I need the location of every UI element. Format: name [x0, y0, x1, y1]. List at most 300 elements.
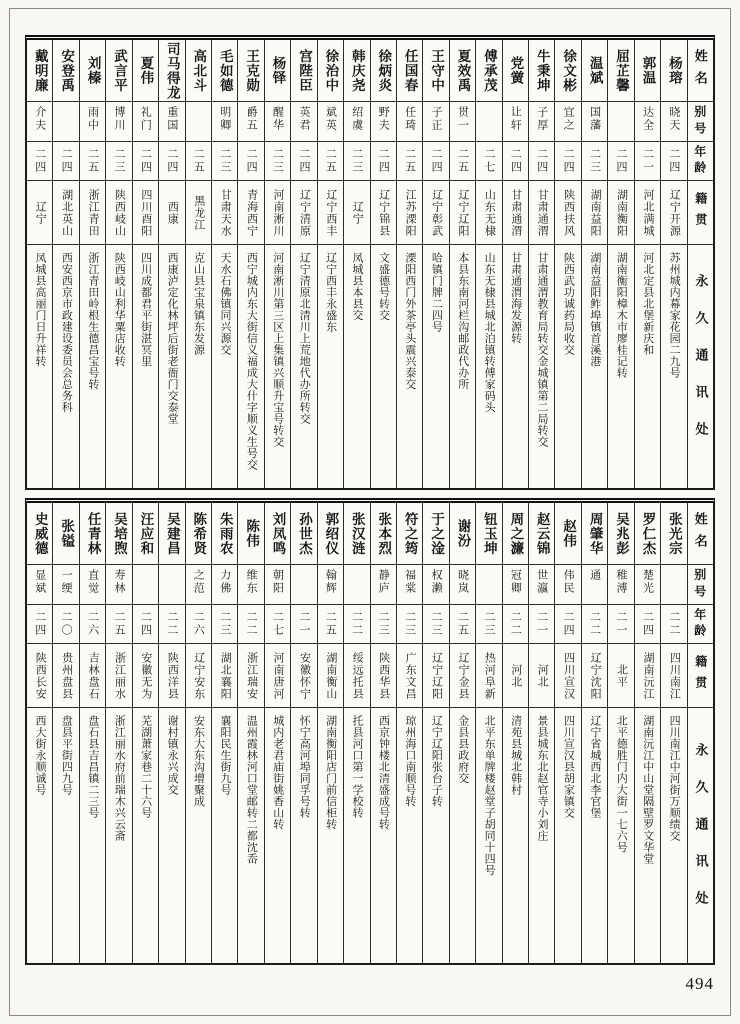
entry-origin-cell: 陕西长安 [27, 644, 52, 708]
entry-origin-cell: 湖北英山 [53, 181, 78, 245]
entry-alias-cell: 翰辉 [318, 565, 343, 605]
entry-name-cell: 司马得龙 [159, 40, 184, 102]
entry-name-cell: 汪应和 [133, 503, 158, 565]
entry-name-cell: 郭绍仪 [318, 503, 343, 565]
entry-origin-cell: 青海西宁 [238, 181, 263, 245]
entry-origin-cell: 安徽怀宁 [291, 644, 316, 708]
entry-alias-cell: 楚光 [635, 565, 660, 605]
entry-address-cell: 清苑县城北韩村 [509, 715, 522, 796]
entry-age-cell: 二六 [80, 605, 105, 644]
entry-origin-cell: 甘肃天水 [212, 181, 237, 245]
entry-name-cell: 王克勋 [238, 40, 263, 102]
entry-column [79, 503, 105, 963]
entry-name-cell: 徐文彬 [555, 40, 580, 102]
entry-origin-cell: 辽宁西丰 [318, 181, 343, 245]
entry-origin-cell: 陕西华县 [371, 644, 396, 708]
entry-name-cell: 牛秉坤 [529, 40, 554, 102]
entry-alias-cell: 直觉 [80, 565, 105, 605]
entry-alias-cell: 冠卿 [503, 565, 528, 605]
entry-origin-cell: 辽宁金县 [450, 644, 475, 708]
entry-column [422, 40, 448, 488]
entry-alias-cell: 博川 [106, 102, 131, 142]
entry-address-cell: 天水石佛镇同兴源交 [218, 252, 231, 356]
entry-alias-cell: 醒华 [265, 102, 290, 142]
entry-age-cell: 二五 [450, 605, 475, 644]
entry-age-cell: 二七 [265, 605, 290, 644]
entry-alias-cell: 介夫 [27, 102, 52, 142]
entry-address-cell: 溧阳西门外茶亭头震兴泰交 [403, 252, 416, 390]
entry-address-cell: 西京钟楼北清盛成号转 [377, 715, 390, 830]
entry-origin-cell: 辽宁辽阳 [450, 181, 475, 245]
header-address: 永久通讯处 [688, 708, 713, 963]
directory-table-bottom [25, 498, 715, 965]
entry-origin-cell: 辽宁沈阳 [582, 644, 607, 708]
entry-name-cell: 武言平 [106, 40, 131, 102]
header-alias: 别号 [688, 565, 713, 605]
entry-age-cell: 二四 [423, 142, 448, 181]
entry-origin-cell: 河南唐河 [265, 644, 290, 708]
entry-origin-cell: 贵州盘县 [53, 644, 78, 708]
entry-alias-cell: 寿林 [106, 565, 131, 605]
entry-address-cell: 河北定县北堡新庆和 [641, 252, 654, 356]
entry-address-cell: 西安西京市政建设委员会总务科 [60, 252, 73, 413]
entry-age-cell: 二四 [503, 142, 528, 181]
entry-age-cell: 二四 [27, 142, 52, 181]
entry-name-cell: 罗仁杰 [635, 503, 660, 565]
entry-column [528, 503, 554, 963]
entry-address-cell: 四川宣汉县胡家镇交 [562, 715, 575, 819]
entry-name-cell: 夏伟 [133, 40, 158, 102]
entry-age-cell: 二六 [186, 605, 211, 644]
entry-column [52, 503, 78, 963]
entry-origin-cell: 河北 [503, 644, 528, 708]
entry-address-cell: 襄阳民生街九号 [218, 715, 231, 796]
entry-column [607, 503, 633, 963]
entry-column [634, 503, 660, 963]
entry-name-cell: 韩庆尧 [344, 40, 369, 102]
entry-address-cell: 哈镇门牌二四号 [430, 252, 443, 333]
entry-alias-cell: 任琦 [397, 102, 422, 142]
entry-alias-cell: 晓天 [661, 102, 686, 142]
entry-alias-cell: 礼门 [133, 102, 158, 142]
entry-alias-cell: 绍虞 [344, 102, 369, 142]
header-age: 年龄 [688, 605, 713, 644]
entry-name-cell: 张本烈 [371, 503, 396, 565]
entry-address-cell: 甘肃通渭海发源转 [509, 252, 522, 344]
header-address: 永久通讯处 [688, 245, 713, 488]
entry-alias-cell [53, 102, 78, 142]
entry-age-cell: 二四 [238, 142, 263, 181]
entry-age-cell: 二四 [529, 142, 554, 181]
entry-alias-cell [661, 565, 686, 605]
entry-name-cell: 周之濂 [503, 503, 528, 565]
entry-age-cell: 二四 [635, 605, 660, 644]
entry-name-cell: 周肇华 [582, 503, 607, 565]
entry-alias-cell: 达全 [635, 102, 660, 142]
entry-address-cell: 辽宁清原北清川上荒地代办所转交 [298, 252, 311, 425]
entry-name-cell: 高北斗 [186, 40, 211, 102]
entry-column [396, 40, 422, 488]
entry-age-cell: 二二 [582, 605, 607, 644]
entry-column [660, 503, 686, 963]
entry-origin-cell: 甘肃通渭 [529, 181, 554, 245]
entry-age-cell: 二四 [291, 142, 316, 181]
entry-address-cell: 苏州城内幕家花园二九号 [668, 252, 681, 379]
entry-column [211, 40, 237, 488]
entry-column [79, 40, 105, 488]
entry-age-cell: 二三 [423, 605, 448, 644]
entry-name-cell: 张光宗 [661, 503, 686, 565]
entry-age-cell: 二四 [159, 142, 184, 181]
entry-alias-cell [608, 102, 633, 142]
header-origin: 籍贯 [688, 644, 713, 708]
entry-address-cell: 托县河口第一学校转 [351, 715, 364, 819]
entry-name-cell: 张镒 [53, 503, 78, 565]
entry-age-cell: 二四 [608, 142, 633, 181]
entry-origin-cell: 辽宁彰武 [423, 181, 448, 245]
entry-alias-cell: 子正 [423, 102, 448, 142]
entry-address-cell: 芜湖萧家巷二十六号 [139, 715, 152, 819]
entry-age-cell: 二〇 [53, 605, 78, 644]
entry-column [660, 40, 686, 488]
entry-name-cell: 史威德 [27, 503, 52, 565]
entry-age-cell: 二三 [476, 605, 501, 644]
entry-alias-cell: 雨中 [80, 102, 105, 142]
entry-address-cell: 山东无棣县城北泊镇转傅家码头 [483, 252, 496, 413]
entry-address-cell: 甘肃通渭教育局转交金城镇第二局转交 [536, 252, 548, 448]
entry-address-cell: 陕西武功诚药局收交 [562, 252, 575, 356]
entry-age-cell: 二五 [186, 142, 211, 181]
entry-address-cell: 怀宁高河埠同孚号转 [298, 715, 311, 819]
entry-alias-cell [344, 565, 369, 605]
entry-origin-cell: 浙江青田 [80, 181, 105, 245]
entry-name-cell: 郭温 [635, 40, 660, 102]
header-age: 年龄 [688, 142, 713, 181]
entry-name-cell: 陈希贤 [186, 503, 211, 565]
entry-name-cell: 徐治中 [318, 40, 343, 102]
header-alias: 别号 [688, 102, 713, 142]
entry-address-cell: 西康泸定化林坪后街老衙门交泰堂 [166, 252, 179, 425]
entry-name-cell: 张汉涟 [344, 503, 369, 565]
entry-column [185, 40, 211, 488]
entry-column [634, 40, 660, 488]
entry-address-cell: 四川南江中河街万顺绩交 [668, 715, 681, 842]
entry-alias-cell [476, 565, 501, 605]
entry-address-cell: 北平德胜门内大街一七六号 [615, 715, 628, 853]
entry-alias-cell [133, 565, 158, 605]
entry-alias-cell [291, 565, 316, 605]
entry-column [132, 40, 158, 488]
entry-address-cell: 凤城县高丽门日升祥转 [33, 252, 46, 367]
entry-alias-cell: 英君 [291, 102, 316, 142]
entry-origin-cell: 四川宣汉 [555, 644, 580, 708]
entry-address-cell: 谢村镇永兴成交 [166, 715, 179, 796]
entry-column [422, 503, 448, 963]
entry-address-cell: 湖南益阳鲊埠镇首溪港 [588, 252, 601, 367]
entry-address-cell: 文盛德号转交 [377, 252, 390, 321]
entry-age-cell: 二一 [608, 605, 633, 644]
entry-name-cell: 党黉 [503, 40, 528, 102]
entry-alias-cell: 重国 [159, 102, 184, 142]
entry-column [237, 40, 263, 488]
entry-column [317, 503, 343, 963]
entry-address-cell: 本县东南河栏沟邮政代办所 [456, 252, 469, 390]
entry-address-cell: 河南淅川第三区上集镇兴顺升宝号转交 [271, 252, 284, 448]
entry-origin-cell: 辽宁锦县 [371, 181, 396, 245]
entry-address-cell: 盘县平街四九号 [60, 715, 73, 796]
entry-name-cell: 夏效禹 [450, 40, 475, 102]
entry-origin-cell: 湖南衡山 [318, 644, 343, 708]
entry-column [370, 503, 396, 963]
entry-origin-cell: 浙江丽水 [106, 644, 131, 708]
entry-origin-cell: 绥远托县 [344, 644, 369, 708]
entry-age-cell: 二二 [661, 605, 686, 644]
entry-alias-cell: 世瀛 [529, 565, 554, 605]
entry-column [237, 503, 263, 963]
entry-column [27, 40, 52, 488]
entry-age-cell: 二五 [397, 142, 422, 181]
entry-age-cell: 二四 [27, 605, 52, 644]
entry-address-cell: 城内老君庙街姚香山转 [271, 715, 284, 830]
entry-alias-cell: 权濑 [423, 565, 448, 605]
entry-origin-cell: 辽宁辽阳 [423, 644, 448, 708]
entry-alias-cell: 朝阳 [265, 565, 290, 605]
entry-age-cell: 二五 [450, 142, 475, 181]
entry-column [158, 503, 184, 963]
entry-column [52, 40, 78, 488]
entry-alias-cell: 伟民 [555, 565, 580, 605]
entry-alias-cell: 之范 [186, 565, 211, 605]
entry-alias-cell: 贯一 [450, 102, 475, 142]
entry-age-cell: 二四 [555, 142, 580, 181]
entry-address-cell: 浙江青田岭根生德昌宝号转 [86, 252, 99, 390]
entry-column [554, 40, 580, 488]
entry-name-cell: 刘凤鸣 [265, 503, 290, 565]
entry-age-cell: 二四 [133, 605, 158, 644]
entry-name-cell: 吴建昌 [159, 503, 184, 565]
entry-alias-cell [186, 102, 211, 142]
entry-column [581, 40, 607, 488]
entry-name-cell: 宫陛臣 [291, 40, 316, 102]
entry-column [105, 40, 131, 488]
entry-origin-cell: 安徽无为 [133, 644, 158, 708]
entry-origin-cell: 辽宁安东 [186, 644, 211, 708]
entry-column [475, 40, 501, 488]
entry-alias-cell: 野夫 [371, 102, 396, 142]
entry-name-cell: 谢汾 [450, 503, 475, 565]
entry-name-cell: 戴明廉 [27, 40, 52, 102]
entry-column [449, 40, 475, 488]
entry-column [27, 503, 52, 963]
entry-address-cell: 辽宁辽阳张台子转 [430, 715, 443, 807]
entry-origin-cell: 陕西岐山 [106, 181, 131, 245]
entry-origin-cell: 热河阜新 [476, 644, 501, 708]
entry-age-cell: 二五 [318, 605, 343, 644]
entry-origin-cell: 辽宁开源 [661, 181, 686, 245]
entry-origin-cell: 浙江瑞安 [238, 644, 263, 708]
entry-address-cell: 盘石县吉昌镇二三号 [86, 715, 99, 819]
entry-origin-cell: 辽宁 [27, 181, 52, 245]
entry-name-cell: 杨瑢 [661, 40, 686, 102]
entry-origin-cell: 黑龙江 [186, 181, 211, 245]
entry-column [211, 503, 237, 963]
entry-column [581, 503, 607, 963]
entry-age-cell: 二三 [344, 142, 369, 181]
entry-origin-cell: 甘肃通渭 [503, 181, 528, 245]
entry-alias-cell: 通 [582, 565, 607, 605]
entry-column [528, 40, 554, 488]
entry-age-cell: 二三 [582, 142, 607, 181]
entry-alias-cell: 一绠 [53, 565, 78, 605]
entry-origin-cell: 湖北襄阳 [212, 644, 237, 708]
entry-alias-cell: 爵五 [238, 102, 263, 142]
entry-age-cell: 二四 [661, 142, 686, 181]
entry-column [158, 40, 184, 488]
entry-column [475, 503, 501, 963]
entry-age-cell: 二四 [53, 142, 78, 181]
entry-name-cell: 朱雨农 [212, 503, 237, 565]
entry-age-cell: 二二 [344, 605, 369, 644]
entry-age-cell: 二七 [476, 142, 501, 181]
entry-column [396, 503, 422, 963]
entry-age-cell: 二一 [291, 605, 316, 644]
entry-alias-cell: 稚溥 [608, 565, 633, 605]
entry-age-cell: 二二 [238, 605, 263, 644]
entry-age-cell: 二三 [397, 605, 422, 644]
directory-table-top [25, 35, 715, 490]
entry-origin-cell: 吉林盘石 [80, 644, 105, 708]
entry-origin-cell: 西康 [159, 181, 184, 245]
entry-alias-cell: 明卿 [212, 102, 237, 142]
entry-origin-cell: 广东文昌 [397, 644, 422, 708]
entry-name-cell: 杨铎 [265, 40, 290, 102]
entry-alias-cell: 维东 [238, 565, 263, 605]
entry-origin-cell: 河北满城 [635, 181, 660, 245]
entry-alias-cell: 子厚 [529, 102, 554, 142]
entry-address-cell: 四川成都君平街湛冥里 [139, 252, 152, 367]
entry-column [554, 503, 580, 963]
header-column [687, 503, 713, 963]
entry-origin-cell: 四川酉阳 [133, 181, 158, 245]
entry-column [502, 503, 528, 963]
entry-address-cell: 浙江丽水府前瑞木兴云斋 [113, 715, 126, 842]
entry-origin-cell: 辽宁清原 [291, 181, 316, 245]
entry-name-cell: 钮玉坤 [476, 503, 501, 565]
entry-age-cell: 二四 [133, 142, 158, 181]
entry-name-cell: 温斌 [582, 40, 607, 102]
entry-age-cell: 二四 [371, 142, 396, 181]
entry-name-cell: 任青林 [80, 503, 105, 565]
entry-column [290, 503, 316, 963]
entry-alias-cell: 静庐 [371, 565, 396, 605]
entry-address-cell: 西大街永顺诚号 [33, 715, 46, 796]
entry-name-cell: 赵云锦 [529, 503, 554, 565]
entry-address-cell: 景县城东北赵官寺小刘庄 [536, 715, 548, 842]
entry-alias-cell: 福棠 [397, 565, 422, 605]
entry-alias-cell: 让轩 [503, 102, 528, 142]
entry-age-cell: 二五 [80, 142, 105, 181]
entry-column [290, 40, 316, 488]
entry-column [502, 40, 528, 488]
entry-origin-cell: 江苏溧阳 [397, 181, 422, 245]
entry-alias-cell [476, 102, 501, 142]
entry-age-cell: 二五 [106, 605, 131, 644]
entry-origin-cell: 四川南江 [661, 644, 686, 708]
entry-column [607, 40, 633, 488]
entry-address-cell: 湖南衡阳店门前信柜转 [324, 715, 337, 830]
header-column [687, 40, 713, 488]
entry-origin-cell: 河南淅川 [265, 181, 290, 245]
header-origin: 籍贯 [688, 181, 713, 245]
entry-age-cell: 二三 [212, 605, 237, 644]
entry-address-cell: 辽宁西丰永盛东 [324, 252, 337, 333]
entry-age-cell: 二三 [212, 142, 237, 181]
entry-name-cell: 傅承茂 [476, 40, 501, 102]
entry-column [185, 503, 211, 963]
page-number: 494 [685, 974, 714, 993]
entry-alias-cell: 晓岚 [450, 565, 475, 605]
entry-age-cell: 二三 [106, 142, 131, 181]
entry-origin-cell: 湖南益阳 [582, 181, 607, 245]
entry-name-cell: 陈伟 [238, 503, 263, 565]
entry-address-cell: 凤城县本县交 [351, 252, 364, 321]
entry-address-cell: 温州霞林河口堂邮转二都沈岙 [245, 715, 258, 865]
entry-column [105, 503, 131, 963]
entry-origin-cell: 山东无棣 [476, 181, 501, 245]
header-name: 姓名 [688, 503, 713, 565]
entry-name-cell: 赵伟 [555, 503, 580, 565]
entry-address-cell: 陕西岐山利华粟店收转 [113, 252, 126, 367]
entry-origin-cell: 河北 [529, 644, 554, 708]
entry-origin-cell: 北平 [608, 644, 633, 708]
entry-address-cell: 金县县政府交 [456, 715, 469, 784]
entry-age-cell: 二二 [159, 605, 184, 644]
entry-alias-cell: 斌英 [318, 102, 343, 142]
entry-name-cell: 刘榛 [80, 40, 105, 102]
entry-origin-cell: 陕西洋县 [159, 644, 184, 708]
entry-address-cell: 湖南沅江中山堂隔壁罗文华堂 [641, 715, 654, 865]
entry-age-cell: 二二 [503, 605, 528, 644]
entry-address-cell: 辽宁省城西北李官堡 [588, 715, 601, 819]
entry-age-cell: 二一 [529, 605, 554, 644]
entry-name-cell: 王守中 [423, 40, 448, 102]
entry-column [370, 40, 396, 488]
entry-name-cell: 吴培煦 [106, 503, 131, 565]
entry-address-cell: 琼州海口南顺号转 [403, 715, 416, 807]
entry-origin-cell: 陕西扶风 [555, 181, 580, 245]
entry-column [132, 503, 158, 963]
entry-name-cell: 于之淦 [423, 503, 448, 565]
entry-address-cell: 安东大东沟增聚成 [192, 715, 205, 807]
entry-column [449, 503, 475, 963]
entry-column [264, 503, 290, 963]
entry-alias-cell: 力佛 [212, 565, 237, 605]
entry-name-cell: 孙世杰 [291, 503, 316, 565]
entry-alias-cell: 显斌 [27, 565, 52, 605]
entry-alias-cell: 宜之 [555, 102, 580, 142]
entry-column [343, 40, 369, 488]
entry-address-cell: 湖南衡阳樟木市廖桂记转 [615, 252, 628, 379]
entry-origin-cell: 湖南衡阳 [608, 181, 633, 245]
entry-age-cell: 二四 [555, 605, 580, 644]
entry-name-cell: 徐炳炎 [371, 40, 396, 102]
entry-name-cell: 任国春 [397, 40, 422, 102]
entry-alias-cell [159, 565, 184, 605]
entry-address-cell: 北平东单牌楼赵堂子胡同十四号 [483, 715, 496, 876]
entry-name-cell: 屈芷馨 [608, 40, 633, 102]
entry-address-cell: 克山县宝泉镇东发源 [192, 252, 205, 356]
entry-alias-cell: 国藩 [582, 102, 607, 142]
